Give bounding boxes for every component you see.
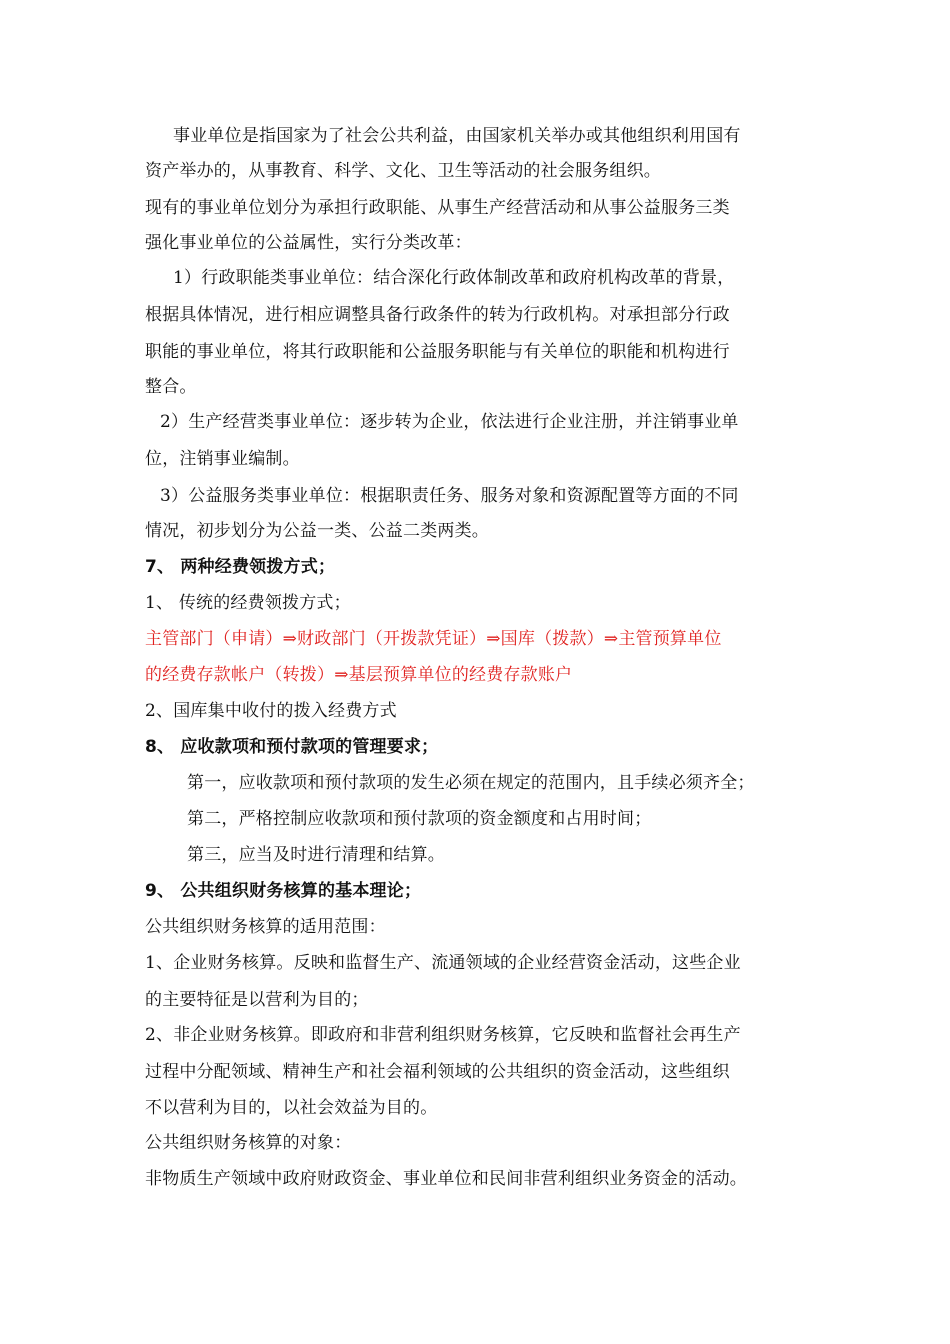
highlight-line: 主管部门（申请）⇒财政部门（开拨款凭证）⇒国库（拨款）⇒主管预算单位 xyxy=(145,629,722,649)
paragraph-line: 2）生产经营类事业单位：逐步转为企业，依法进行企业注册，并注销事业单 xyxy=(160,412,739,432)
paragraph-line: 3）公益服务类事业单位：根据职责任务、服务对象和资源配置等方面的不同 xyxy=(160,486,739,506)
paragraph-line: 过程中分配领域、精神生产和社会福利领域的公共组织的资金活动，这些组织 xyxy=(145,1062,730,1082)
paragraph-line: 1）行政职能类事业单位：结合深化行政体制改革和政府机构改革的背景， xyxy=(173,268,735,288)
paragraph-line: 的主要特征是以营利为目的； xyxy=(145,990,369,1010)
paragraph-line: 第二，严格控制应收款项和预付款项的资金额度和占用时间； xyxy=(187,809,652,829)
paragraph-line: 公共组织财务核算的对象： xyxy=(145,1133,352,1153)
paragraph-line: 情况，初步划分为公益一类、公益二类两类。 xyxy=(145,521,489,541)
section-heading-7: 7、 两种经费领拨方式； xyxy=(145,557,336,577)
paragraph-line: 公共组织财务核算的适用范围： xyxy=(145,917,386,937)
paragraph-line: 非物质生产领域中政府财政资金、事业单位和民间非营利组织业务资金的活动。 xyxy=(145,1169,747,1189)
paragraph-line: 2、国库集中收付的拨入经费方式 xyxy=(145,701,397,721)
paragraph-line: 位，注销事业编制。 xyxy=(145,449,300,469)
paragraph-line: 强化事业单位的公益属性，实行分类改革： xyxy=(145,233,472,253)
paragraph-line: 第三，应当及时进行清理和结算。 xyxy=(187,845,445,865)
paragraph-line: 不以营利为目的，以社会效益为目的。 xyxy=(145,1098,438,1118)
paragraph-line: 事业单位是指国家为了社会公共利益，由国家机关举办或其他组织利用国有 xyxy=(173,126,741,146)
paragraph-line: 职能的事业单位，将其行政职能和公益服务职能与有关单位的职能和机构进行 xyxy=(145,342,730,362)
paragraph-line: 资产举办的，从事教育、科学、文化、卫生等活动的社会服务组织。 xyxy=(145,161,661,181)
paragraph-line: 2、非企业财务核算。即政府和非营利组织财务核算，它反映和监督社会再生产 xyxy=(145,1025,741,1045)
paragraph-line: 现有的事业单位划分为承担行政职能、从事生产经营活动和从事公益服务三类 xyxy=(145,198,730,218)
paragraph-line: 根据具体情况，进行相应调整具备行政条件的转为行政机构。对承担部分行政 xyxy=(145,305,730,325)
section-heading-8: 8、 应收款项和预付款项的管理要求； xyxy=(145,737,439,757)
paragraph-line: 整合。 xyxy=(145,377,197,397)
section-heading-9: 9、 公共组织财务核算的基本理论； xyxy=(145,881,422,901)
paragraph-line: 第一，应收款项和预付款项的发生必须在规定的范围内，且手续必须齐全； xyxy=(187,773,755,793)
paragraph-line: 1、企业财务核算。反映和监督生产、流通领域的企业经营资金活动，这些企业 xyxy=(145,953,741,973)
paragraph-line: 1、 传统的经费领拨方式； xyxy=(145,593,351,613)
highlight-line: 的经费存款帐户（转拨）⇒基层预算单位的经费存款账户 xyxy=(145,665,573,685)
